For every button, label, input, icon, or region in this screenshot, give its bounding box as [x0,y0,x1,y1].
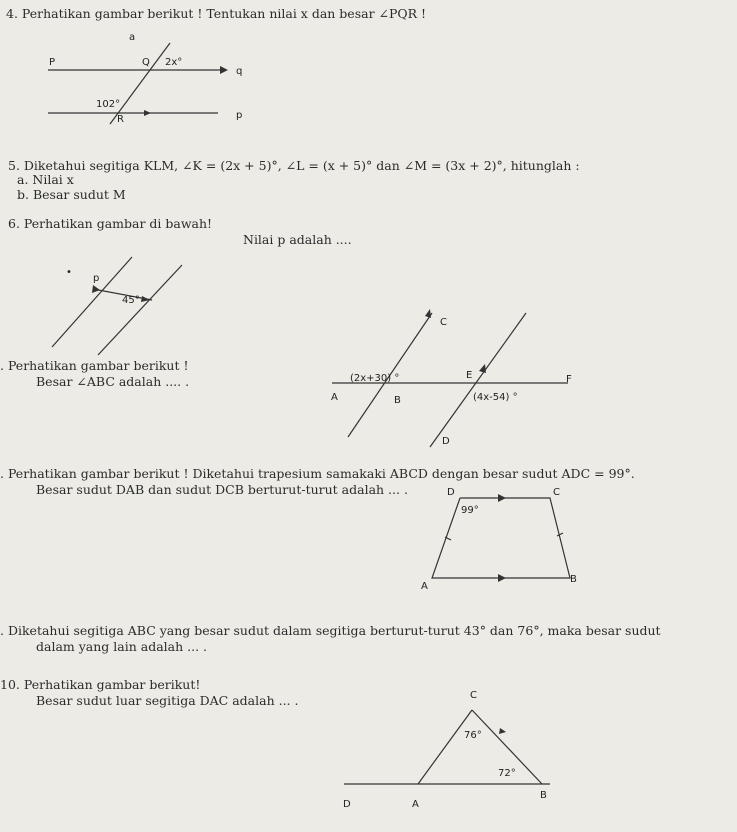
q7-text: . Perhatikan gambar berikut ! [0,358,189,373]
q6-arrow-1 [92,285,100,293]
q7-label-A: A [331,392,338,403]
q10-side-left [418,710,472,784]
q10-figure [340,690,560,800]
q8-label-C: C [553,487,560,498]
q7-label-F: F [566,374,572,385]
q6-angle-45: 45° [122,295,140,306]
q4-text: 4. Perhatikan gambar berikut ! Tentukan nilai x dan besar ∠PQR ! [6,6,427,21]
q9-text: . Diketahui segitiga ABC yang besar sudut dalam segitiga berturut-turut 43° dan 76°, maka besar sudut [0,623,661,638]
q4-label-R: R [117,114,124,125]
q6-text: 6. Perhatikan gambar di bawah! [8,216,213,231]
q4-label-q: q [236,66,243,77]
q4-label-P: P [49,57,56,68]
q10-label-C: C [470,690,477,701]
q7-label-D: D [442,436,450,447]
q8-label-B: B [570,574,577,585]
q4-angle-102: 102° [96,99,121,110]
q4-label-Q: Q [142,57,150,68]
q8-arrow-top [498,494,506,502]
q7-angle-1: (2x+30) ° [350,373,400,384]
q4-label-p: p [236,110,243,121]
q7-line-right [430,313,526,447]
q8-trapezoid [432,498,570,578]
q10-arrow [499,728,506,734]
q5-text: 5. Diketahui segitiga KLM, ∠K = (2x + 5)°, ∠L = (x + 5)° dan ∠M = (3x + 2)°, hitunglah : [8,158,580,173]
q7-sub: Besar ∠ABC adalah .... . [36,374,190,389]
q4-angle-2x: 2x° [165,57,183,68]
q6-line-left [52,257,132,347]
q7-angle-2: (4x-54) ° [473,392,518,403]
q6-sub: Nilai p adalah .... [243,232,352,247]
q6-label-p: p [93,273,100,284]
q10-angle-72: 72° [498,768,516,779]
q7-label-B: B [394,395,401,406]
q7-arrow-e [479,364,486,373]
q8-label-A: A [421,581,428,592]
q5-option-b: b. Besar sudut M [17,187,126,202]
q6-line-right [98,265,182,355]
q4-transversal [110,43,170,124]
q10-text: 10. Perhatikan gambar berikut! [0,677,201,692]
q10-label-A: A [412,799,419,810]
q10-angle-76: 76° [464,730,482,741]
q5-option-a: a. Nilai x [17,172,74,187]
q10-sub: Besar sudut luar segitiga DAC adalah ... . [36,693,299,708]
q7-label-C: C [440,317,447,328]
q4-arrow-top [220,66,228,74]
q10-label-D: D [343,799,351,810]
q4-figure [40,30,280,130]
q8-arrow-bottom [498,574,506,582]
q8-label-D: D [447,487,455,498]
q7-arrow-c [425,309,431,318]
q8-text: . Perhatikan gambar berikut ! Diketahui trapesium samakaki ABCD dengan besar sudut ADC = 99°. [0,466,635,481]
q4-arrow-bottom [144,110,151,116]
q6-figure [50,245,190,355]
q8-angle-99: 99° [461,505,479,516]
q8-sub: Besar sudut DAB dan sudut DCB berturut-turut adalah ... . [36,482,408,497]
q4-label-a: a [129,32,136,43]
q9-sub: dalam yang lain adalah ... . [36,639,207,654]
q10-label-B: B [540,790,547,801]
q6-dot: • [66,267,72,278]
q7-label-E: E [466,370,473,381]
